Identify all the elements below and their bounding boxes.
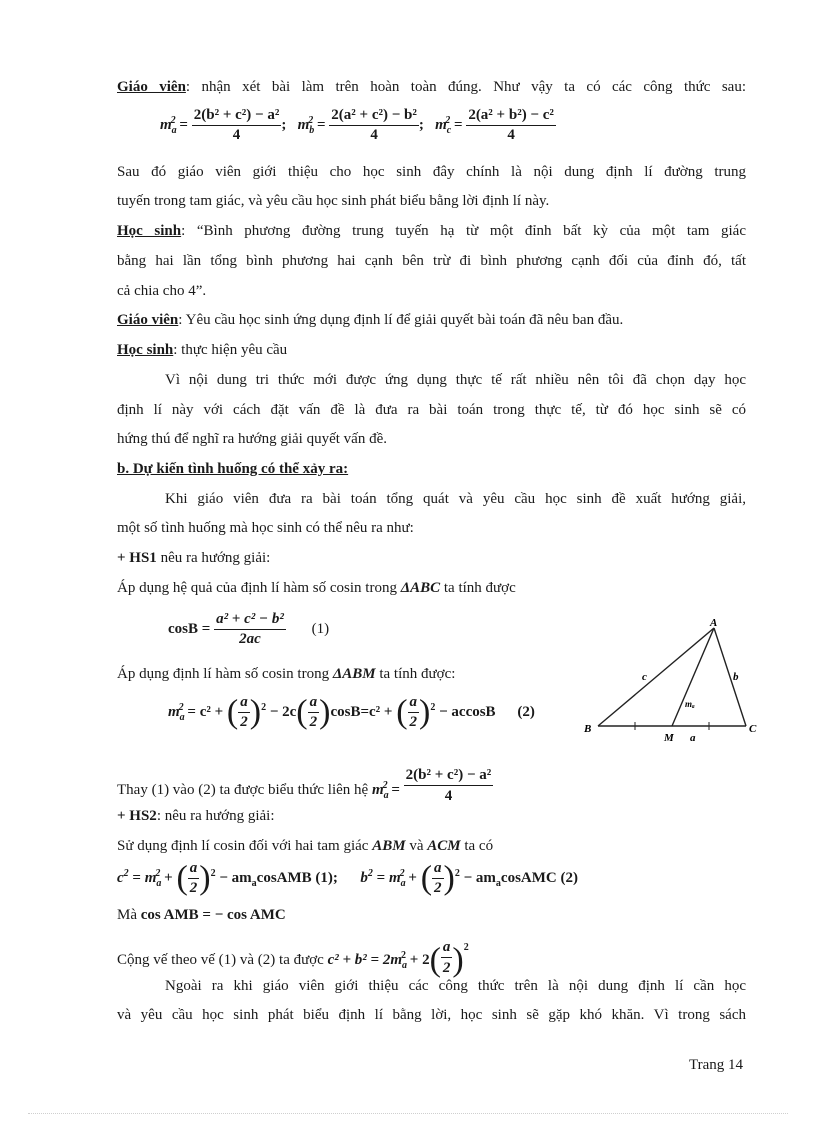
speaker-label: Giáo viên	[117, 79, 186, 95]
text-line: hứng thú để nghĩ ra hướng giải quyết vấn đề.	[117, 431, 387, 447]
hs-label: + HS2	[117, 808, 157, 824]
text: : “Bình phương đường trung tuyến hạ từ một đỉnh bất kỳ của một tam giác	[181, 223, 746, 239]
denominator: 4	[507, 127, 515, 143]
text-line	[117, 222, 746, 240]
term: = c² +	[187, 703, 224, 720]
equation-tag: (2)	[517, 703, 535, 720]
text: ta tính được	[440, 580, 516, 596]
side-ab	[598, 628, 714, 726]
text-line: tuyến trong tam giác, và yêu cầu học sinh phát biểu bằng lời định lí này.	[117, 193, 550, 209]
math: c² + b² = 2m	[327, 952, 403, 968]
text-line	[117, 807, 275, 825]
lhs: cosB =	[168, 620, 211, 637]
page-number: Trang 14	[689, 1057, 744, 1073]
text: Áp dụng hệ quả của định lí hàm số cosin trong	[117, 580, 401, 596]
denominator: 4	[444, 788, 453, 804]
text-line: định lí này với cách đặt vấn đề là đưa ra bài toán trong thực tế, từ đó học sinh sẽ có	[117, 402, 746, 418]
text: ta tính được:	[375, 666, 456, 682]
text: ta có	[460, 838, 494, 854]
text-line: Ngoài ra khi giáo viên giới thiệu các công thức trên là nội dung định lí cần học	[165, 978, 746, 994]
denominator: 4	[370, 127, 378, 143]
text: : Yêu cầu học sinh ứng dụng định lí để giải quyết bài toán đã nêu ban đầu.	[178, 312, 624, 328]
math: ACM	[427, 838, 461, 854]
text-line: cả chia cho 4”.	[117, 283, 207, 299]
term: − 2c	[269, 703, 297, 720]
term: − accosB	[439, 703, 496, 720]
denominator: 2ac	[239, 631, 261, 647]
fraction	[214, 611, 286, 648]
section-heading: b. Dự kiến tình huống có thể xảy ra:	[117, 461, 349, 477]
side-ac	[714, 628, 746, 726]
fraction	[329, 107, 419, 144]
term: cosB=c² +	[330, 703, 393, 720]
page-bottom-rule	[28, 1113, 788, 1114]
term: =	[376, 869, 389, 886]
denominator: 4	[232, 127, 241, 143]
text-line: Sau đó giáo viên giới thiệu cho học sinh đây chính là nội dung định lí đường trung	[117, 164, 746, 180]
equation-tag: (1)	[311, 620, 330, 637]
text: Sử dụng định lí cosin đối với hai tam giác	[117, 838, 373, 854]
term: − am	[463, 869, 496, 886]
hs-label: + HS1	[117, 550, 157, 566]
side-a-label: a	[690, 732, 696, 744]
text-line: một số tình huống mà học sinh có thể nêu ra như:	[117, 520, 414, 536]
text: : nêu ra hướng giải:	[156, 808, 275, 824]
fraction	[466, 107, 556, 144]
text: : nhận xét bài làm trên hoàn toàn đúng. Như vậy ta có các công thức sau:	[185, 79, 746, 95]
text: Mà	[117, 907, 141, 923]
equation-pair: $c^2 = m_a^2$ + ( $\frac{a}{2}$ )$^2 - am_acosAMB$ (1); $b^2 = m_a^2$ + ( $\frac{a}{2}$ )$^2 - am_acosAMC$ (2)	[117, 859, 578, 897]
equation-2: $m_a^2 = c^2$ + ( $\frac{a}{2}$ )$^2$ − 2c( $\frac{a}{2}$ )cosB=c² + ( $\frac{a}{2}$ )$^2$ − accosB (2)	[168, 693, 535, 731]
text-line: Vì nội dung tri thức mới được ứng dụng thực tế rất nhiều nên tôi đã chọn dạy học	[165, 372, 746, 388]
vertex-a-label: A	[710, 617, 718, 629]
text-line: và yêu cầu học sinh phát biểu định lí bằng lời, học sinh sẽ gặp khó khăn. Vì trong sách	[117, 1007, 746, 1023]
vertex-b-label: B	[584, 723, 592, 735]
text: và	[405, 838, 428, 854]
math: ΔABM	[332, 666, 376, 682]
text: Thay (1) vào (2) ta được biểu thức liên hệ	[117, 782, 372, 798]
median-am	[672, 628, 714, 726]
term: cosAMB (1);	[256, 869, 338, 886]
median-label: mₐ	[685, 699, 695, 709]
numerator: 2(a² + c²) − b²	[329, 107, 419, 126]
vertex-c-label: C	[749, 723, 757, 735]
text-line	[117, 311, 623, 329]
term: − am	[219, 869, 252, 886]
text-line	[117, 549, 270, 567]
side-c-label: c	[642, 671, 647, 683]
equation-1	[168, 611, 329, 648]
term: cosAMC (2)	[500, 869, 578, 886]
midpoint-m-label: M	[664, 732, 674, 744]
text-line	[117, 906, 286, 924]
text-line	[117, 837, 493, 855]
text-line: bằng hai lần tổng bình phương hai cạnh bên trừ đi bình phương cạnh đối của đỉnh đó, tất	[117, 253, 746, 269]
text: Cộng vế theo vế (1) và (2) ta được	[117, 952, 328, 968]
median-formulas: $m_a^2$ = $\frac{\text{2(b² + c²) − a²}}{4}$ ; $m_b^2$ = $\frac{\text{2(a² + c²) − b²}}{4}$ ; $m_c^2$ = $\frac{\text{2(a² + b²) − c²}}{4}$	[160, 107, 554, 143]
numerator: 2(a² + b²) − c²	[466, 107, 556, 126]
speaker-label: Học sinh	[117, 223, 182, 239]
speaker-label: Giáo viên	[117, 312, 179, 328]
text-line	[117, 665, 455, 683]
speaker-label: Học sinh	[117, 342, 174, 358]
text: Áp dụng định lí hàm số cosin trong	[117, 666, 333, 682]
term: =	[132, 869, 145, 886]
text-line: Khi giáo viên đưa ra bài toán tổng quát và yêu cầu học sinh đề xuất hướng giải,	[165, 491, 746, 507]
text-line: Thay (1) vào (2) ta được biểu thức liên hệ $m_a^2$ = $\frac{\text{2(b² + c²) − a²}}{4}$	[117, 767, 492, 804]
numerator: 2(b² + c²) − a²	[404, 766, 494, 786]
side-b-label: b	[733, 671, 739, 683]
triangle-figure	[578, 612, 764, 752]
text-line	[117, 579, 516, 597]
math: ABM	[372, 838, 406, 854]
text-line: Cộng vế theo vế (1) và (2) ta được $c^2 + b^2 = 2m_a^2 + 2$( $\frac{a}{2}$ )$^2$	[117, 939, 469, 979]
term: + 2	[406, 952, 430, 968]
text: nêu ra hướng giải:	[156, 550, 271, 566]
text-line	[117, 341, 287, 359]
math: cos AMB = − cos AMC	[140, 907, 286, 923]
numerator: 2(b² + c²) − a²	[192, 107, 282, 126]
text-line	[117, 78, 746, 96]
text: : thực hiện yêu cầu	[173, 342, 288, 358]
numerator: a² + c² − b²	[214, 611, 286, 630]
fraction	[192, 107, 282, 144]
math: ΔABC	[400, 580, 441, 596]
